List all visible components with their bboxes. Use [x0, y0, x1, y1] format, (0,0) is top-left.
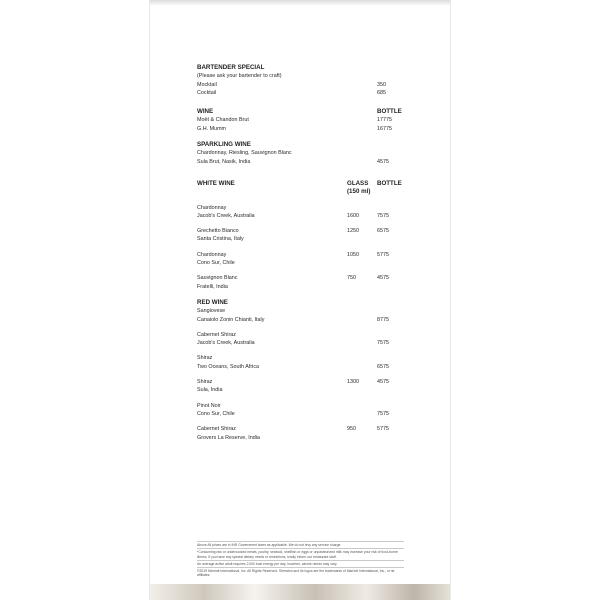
menu-item: [197, 354, 412, 362]
bottle-price: 6575: [377, 363, 389, 370]
bottle-price: 7575: [377, 340, 389, 347]
glass-price: 950: [347, 426, 356, 433]
menu-item: [197, 425, 412, 433]
wine-section-header: [197, 108, 412, 116]
item-origin: Santa Cristina, Italy: [197, 236, 244, 243]
red-wine-title: RED WINE: [197, 298, 228, 306]
bottle-price: 4575: [377, 275, 389, 282]
menu-item: [197, 251, 412, 259]
glass-size-row: [197, 188, 412, 196]
menu-item: [197, 81, 412, 89]
menu-item: [197, 125, 412, 133]
item-name: Moët & Chandon Brut: [197, 117, 249, 124]
bottle-price: 8775: [377, 316, 389, 323]
item-price: 17775: [377, 117, 392, 124]
menu-item: [197, 259, 412, 267]
menu-item: [197, 378, 412, 386]
glass-price: 750: [347, 275, 356, 282]
menu-item: [197, 227, 412, 235]
item-origin: Jacob's Creek, Australia: [197, 212, 255, 219]
bottle-price: 6575: [377, 228, 389, 235]
bartender-section-title: [197, 64, 412, 72]
menu-item: [197, 402, 412, 410]
item-grape: Pinot Noir: [197, 402, 221, 409]
menu-content: [197, 64, 412, 442]
menu-item: [197, 410, 412, 418]
item-price: 350: [377, 81, 386, 88]
item-origin: Cono Sur, Chile: [197, 410, 235, 417]
item-grape: Shiraz: [197, 355, 213, 362]
bottle-price: 7575: [377, 410, 389, 417]
bartender-title: BARTENDER SPECIAL: [197, 64, 265, 71]
menu-footer: [197, 540, 404, 578]
bottle-column-header: BOTTLE: [377, 179, 402, 187]
menu-item: [197, 339, 412, 347]
item-grape: Shiraz: [197, 379, 213, 386]
item-origin: Canaiolo Zonin Chianti, Italy: [197, 316, 265, 323]
menu-item: [197, 307, 412, 315]
menu-item: [197, 274, 412, 282]
menu-item: [197, 363, 412, 371]
glass-size-note: (150 ml): [347, 188, 371, 196]
item-origin: Sula Brut, Nasik, India: [197, 158, 251, 165]
glass-column-header: GLASS: [347, 179, 369, 187]
sparkling-title: SPARKLING WINE: [197, 141, 251, 149]
decorative-bottom-band: [150, 584, 450, 600]
item-price: 685: [377, 89, 386, 96]
menu-item: [197, 204, 412, 212]
bottle-column-header: BOTTLE: [377, 108, 402, 116]
menu-item: [197, 158, 412, 166]
menu-item: [197, 235, 412, 243]
item-grape: Cabernet Shiraz: [197, 426, 236, 433]
white-wine-title: WHITE WINE: [197, 179, 235, 187]
item-price: 16775: [377, 125, 392, 132]
item-origin: Jacob's Creek, Australia: [197, 340, 255, 347]
footer-divider: [197, 567, 404, 568]
item-origin: Fratelli, India: [197, 283, 228, 290]
bottle-price: 5775: [377, 426, 389, 433]
glass-price: 1300: [347, 379, 359, 386]
glass-price: 1050: [347, 251, 359, 258]
glass-price: 1600: [347, 212, 359, 219]
item-grape: Grechetto Bianco: [197, 228, 239, 235]
footer-divider: [197, 560, 404, 561]
bottle-price: 4575: [377, 379, 389, 386]
menu-item: [197, 434, 412, 442]
item-price: 4575: [377, 158, 389, 165]
menu-item: [197, 316, 412, 324]
item-grape: Sangiovese: [197, 308, 226, 315]
item-name: G.H. Mumm: [197, 125, 227, 132]
item-grape: Chardonnay, Riesling, Sauvignon Blanc: [197, 150, 292, 157]
white-wine-section-header: [197, 180, 412, 188]
menu-item: [197, 149, 412, 157]
page-top-edge: [150, 0, 450, 6]
copyright-note: ©2019 Marriott International, Inc. All Rights Reserved. Sheraton and its logos are the trademarks of Marriott International, Inc., or its affiliates.: [197, 569, 395, 578]
bartender-subtitle: (Please ask your bartender to craft): [197, 73, 282, 80]
menu-item: [197, 89, 412, 97]
item-origin: Cono Sur, Chile: [197, 260, 235, 267]
bottle-price: 5775: [377, 251, 389, 258]
calorie-note: An average active adult requires 2,000 kcal energy per day, however, calorie needs may vary.: [197, 561, 338, 566]
menu-item: [197, 331, 412, 339]
wine-title: WINE: [197, 108, 214, 116]
glass-price: 1250: [347, 228, 359, 235]
footer-divider: [197, 548, 404, 549]
footer-divider: [197, 541, 404, 542]
item-origin: Two Oceans, South Africa: [197, 363, 260, 370]
menu-item: [197, 212, 412, 220]
bottle-price: 7575: [377, 212, 389, 219]
menu-item: [197, 386, 412, 394]
item-grape: Chardonnay: [197, 204, 227, 211]
bartender-subtitle-row: [197, 72, 412, 80]
item-grape: Sauvignon Blanc: [197, 275, 238, 282]
item-origin: Sula, India: [197, 387, 223, 394]
item-grape: Chardonnay: [197, 251, 227, 258]
menu-item: [197, 283, 412, 291]
item-name: Cocktail: [197, 89, 217, 96]
food-safety-note: *Consuming raw or undercooked meats, poultry, seafood, shellfish or eggs or unpasteurized milk may increase your risk of food-borne illness. If you have any special dietary needs or restrictions, kindly inform our restaurant staff.: [197, 550, 398, 559]
red-wine-section-title: [197, 299, 412, 307]
tax-note: Above All prices are in INR Government taxes as applicable. We do not levy any service charge.: [197, 543, 342, 547]
item-grape: Cabernet Shiraz: [197, 331, 236, 338]
item-name: Mocktail: [197, 81, 217, 88]
menu-item: [197, 116, 412, 124]
menu-page: [150, 0, 450, 600]
item-origin: Grovers La Reserve, India: [197, 434, 260, 441]
sparkling-section-title: [197, 141, 412, 149]
